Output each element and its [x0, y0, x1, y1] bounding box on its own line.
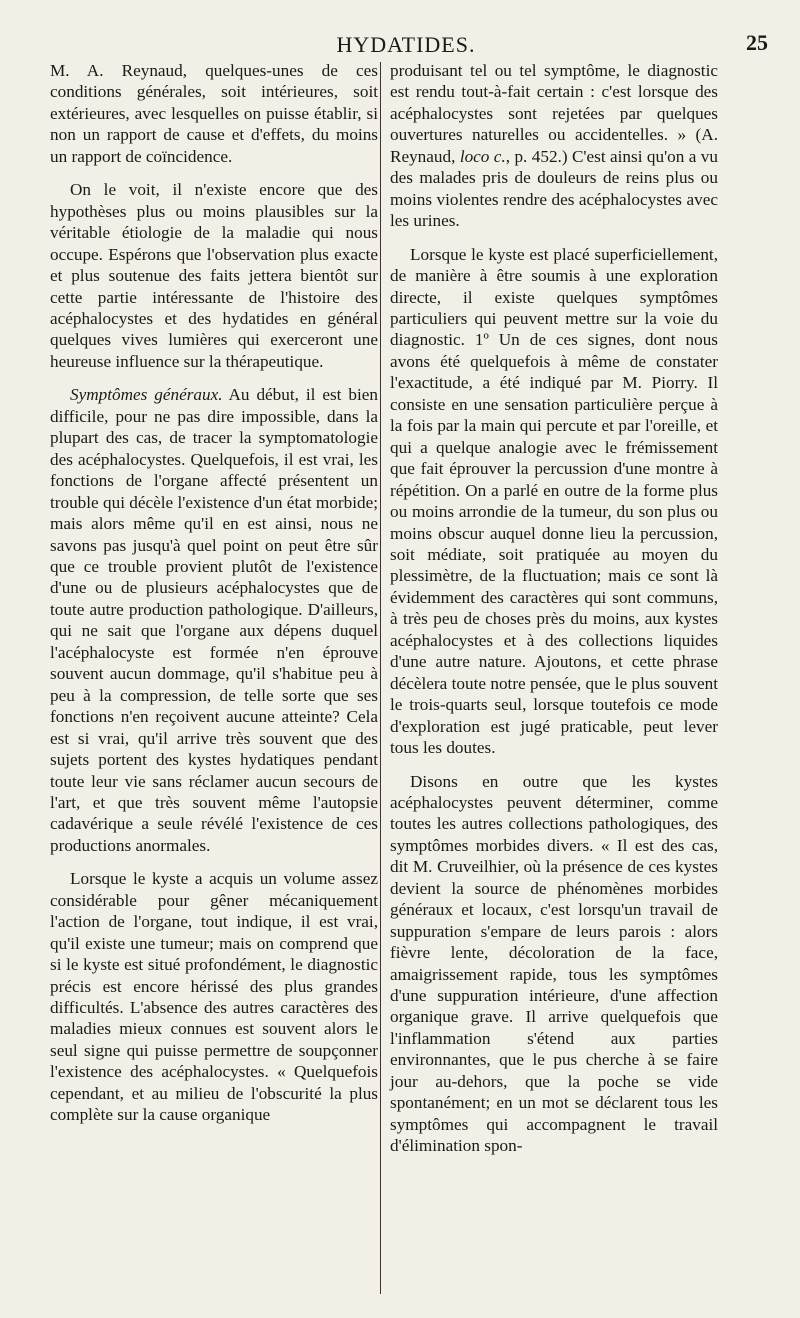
citation-italic: loco c.: [459, 146, 506, 166]
paragraph: On le voit, il n'existe encore que des hypothèses plus ou moins plausibles sur la véritable étiologie de la maladie qui nous occupe. Espérons que l'observation plus exacte et plus soutenue des faits jettera bientôt sur cette partie intéressante de l'histoire des acéphalocystes et des hydatides en général quelques vives lumières qui exerceront une heureuse influence sur la thérapeutique.: [50, 180, 378, 371]
running-head: [44, 26, 768, 60]
running-title: HYDATIDES.: [336, 32, 476, 57]
paragraph: M. A. Reynaud, quelques-unes de ces conditions générales, soit intérieures, soit extérieures, avec lesquelles on puisse établir, si non un rapport de cause et d'effets, du moins un rapport de coïncidence.: [50, 61, 378, 166]
paragraph-text: produisant tel ou tel symptôme, le diagnostic est rendu tout-à-fait certain : c'est lorsque des acéphalocystes sont rejetées par quelques ouvertures naturelles ou accidentelles. » (A. Reynaud,: [390, 61, 718, 166]
paragraph-text: Au début, il est bien difficile, pour ne pas dire impossible, dans la plupart des cas, de tracer la symptomatologie des acéphalocystes. Quelquefois, il est vrai, les fonctions de l'organe affecté présentent un trouble qui décèle l'existence d'un état morbide; mais alors même qu'il en est ainsi, nous ne savons pas jusqu'à quel point on peut être sûr que ce trouble provient plutôt de l'existence d'une ou de plusieurs acéphalocystes que de toute autre production pathologique. D'ailleurs, qui ne sait que l'organe aux dépens duquel l'acéphalocyste est formée n'en éprouve souvent aucun dommage, qu'il s'habitue peu à peu à la compression, de telle sorte que ses fonctions n'en reçoivent aucune atteinte? Cela est si vrai, qu'il arrive très souvent que des sujets portent des kystes hydatiques pendant toute leur vie sans réclamer aucun secours de l'art, et que très souvent même l'autopsie cadavérique a seule révélé l'existence de ces productions anormales.: [50, 385, 378, 855]
section-heading: Symptômes généraux.: [70, 385, 223, 405]
paragraph: Lorsque le kyste est placé superficiellement, de manière à être soumis à une exploration directe, il existe quelques symptômes particuliers qui peuvent mettre sur la voie du diagnostic. 1º Un de ces signes, dont nous avons été quelquefois à même de constater l'exactitude, a été indiqué par M. Piorry. Il consiste en une sensation particulière perçue à la fois par la main qui percute et par l'oreille, et qui a quelque analogie avec le frémissement que fait éprouver la percussion d'une montre à répétition. On a parlé en outre de la forme plus ou moins arrondie de la tumeur, du son plus ou moins obscur auquel donne lieu la percussion, soit médiate, soit pratiquée au moyen du plessimètre, de la fluctuation; mais ce sont là évidemment des caractères qui sont communs, à très peu de choses près du moins, aux kystes acéphalocystes et à des collections liquides d'une autre nature. Ajoutons, et cette phrase décèlera toute notre pensée, que le plus souvent le trois-quarts seul, lorsque toutefois ce mode d'exploration est jugé praticable, peut lever tous les doutes.: [390, 244, 718, 758]
paragraph: [50, 384, 378, 856]
paragraph-text: , p. 452.) C'est ainsi qu'on a vu des malades pris de douleurs de reins plus ou moins violentes rendre des acéphalocystes avec les urines.: [390, 146, 718, 231]
paragraph: [390, 60, 718, 232]
column-rule: [380, 62, 381, 1294]
paragraph: Lorsque le kyste a acquis un volume assez considérable pour gêner mécaniquement l'action de l'organe, tout indique, il est vrai, qu'il existe une tumeur; mais on comprend que si le kyste est situé profondément, le diagnostic précis est encore hérissé des plus grandes difficultés. L'absence des autres caractères des maladies mieux connues est souvent alors le seul signe qui puisse permettre de soupçonner l'existence des acéphalocystes. « Quelquefois cependant, et au milieu de l'obscurité la plus complète sur la cause organique: [50, 869, 378, 1125]
paragraph: Disons en outre que les kystes acéphalocystes peuvent déterminer, comme toutes les autres collections pathologiques, des symptômes morbides divers. « Il est des cas, dit M. Cruveilhier, où la présence de ces kystes devient la source de phénomènes morbides généraux et locaux, c'est lorsqu'un travail de suppuration s'empare de leurs parois : alors fièvre lente, décoloration de la face, amaigrissement rapide, tous les symptômes d'une suppuration intérieure, d'une affection organique grave. Il arrive quelquefois que l'inflammation s'étend aux parties environnantes, que le pus cherche à se faire jour au-dehors, que la poche se vide spontanément; en un mot se déclarent tous les symptômes qui accompagnent le travail d'élimination spon-: [390, 771, 718, 1156]
left-column: [50, 60, 378, 1126]
right-column: [390, 60, 718, 1157]
page-number: 25: [746, 30, 768, 55]
